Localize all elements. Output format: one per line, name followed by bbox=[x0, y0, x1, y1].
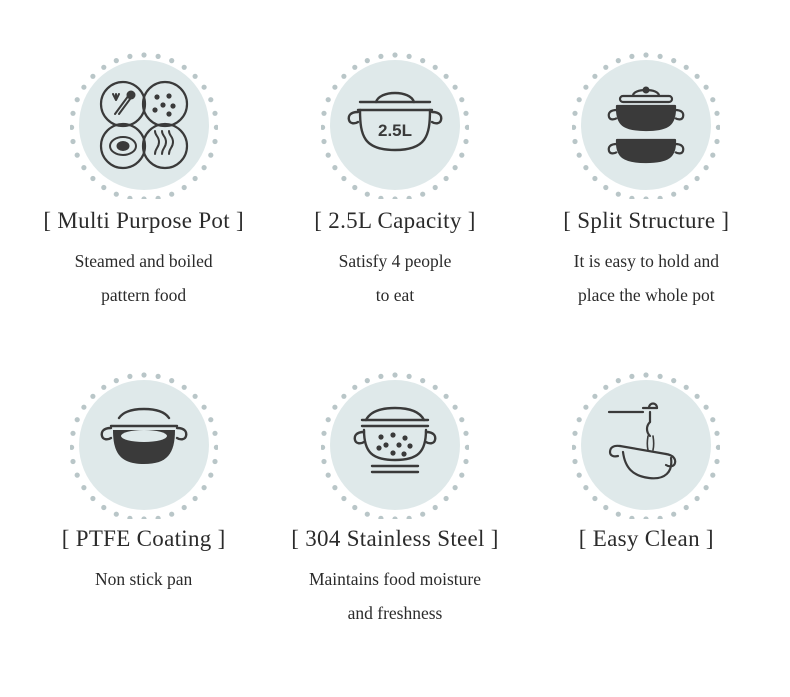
badge-stainless-steel bbox=[330, 380, 460, 510]
ptfe-coating-pan-icon bbox=[85, 386, 203, 504]
badge-easy-clean bbox=[581, 380, 711, 510]
feature-description bbox=[95, 562, 192, 596]
feature-cell-stainless-steel bbox=[269, 380, 520, 690]
feature-desc-line: Maintains food moisture bbox=[308, 569, 482, 589]
feature-description bbox=[309, 562, 481, 630]
capacity-label: 2.5L bbox=[377, 121, 412, 140]
feature-title: [ Easy Clean ] bbox=[578, 526, 714, 551]
feature-cell-easy-clean bbox=[521, 380, 772, 690]
feature-desc-line: place the whole pot bbox=[578, 285, 715, 306]
badge-capacity bbox=[330, 60, 460, 190]
feature-cell-multi-purpose-pot bbox=[18, 60, 269, 370]
easy-clean-faucet-pot-icon bbox=[587, 386, 705, 504]
feature-title: [ Split Structure ] bbox=[563, 208, 730, 233]
feature-desc-line: pattern food bbox=[101, 285, 187, 306]
feature-cell-capacity bbox=[269, 60, 520, 370]
split-structure-icon bbox=[587, 66, 705, 184]
feature-desc-line: Satisfy 4 people bbox=[338, 251, 452, 271]
feature-cell-split-structure bbox=[521, 60, 772, 370]
badge-split-structure bbox=[581, 60, 711, 190]
feature-grid bbox=[18, 60, 772, 690]
badge-ptfe-coating bbox=[79, 380, 209, 510]
feature-title: [ 2.5L Capacity ] bbox=[314, 208, 476, 233]
feature-title: [ 304 Stainless Steel ] bbox=[291, 526, 499, 551]
feature-title: [ PTFE Coating ] bbox=[61, 526, 226, 551]
feature-description bbox=[574, 244, 719, 312]
feature-desc-line: to eat bbox=[375, 285, 415, 306]
badge-multi-purpose-pot bbox=[79, 60, 209, 190]
feature-desc-line: and freshness bbox=[347, 603, 443, 624]
feature-desc-line: It is easy to hold and bbox=[573, 251, 719, 271]
feature-description bbox=[339, 244, 452, 312]
feature-desc-line: Non stick pan bbox=[95, 569, 193, 589]
capacity-pot-icon bbox=[336, 66, 454, 184]
feature-desc-line: Steamed and boiled bbox=[74, 251, 213, 271]
feature-cell-ptfe-coating bbox=[18, 380, 269, 690]
feature-description bbox=[75, 244, 213, 312]
multi-purpose-pot-icon bbox=[85, 66, 203, 184]
feature-title: [ Multi Purpose Pot ] bbox=[43, 208, 244, 233]
stainless-steamer-icon bbox=[336, 386, 454, 504]
